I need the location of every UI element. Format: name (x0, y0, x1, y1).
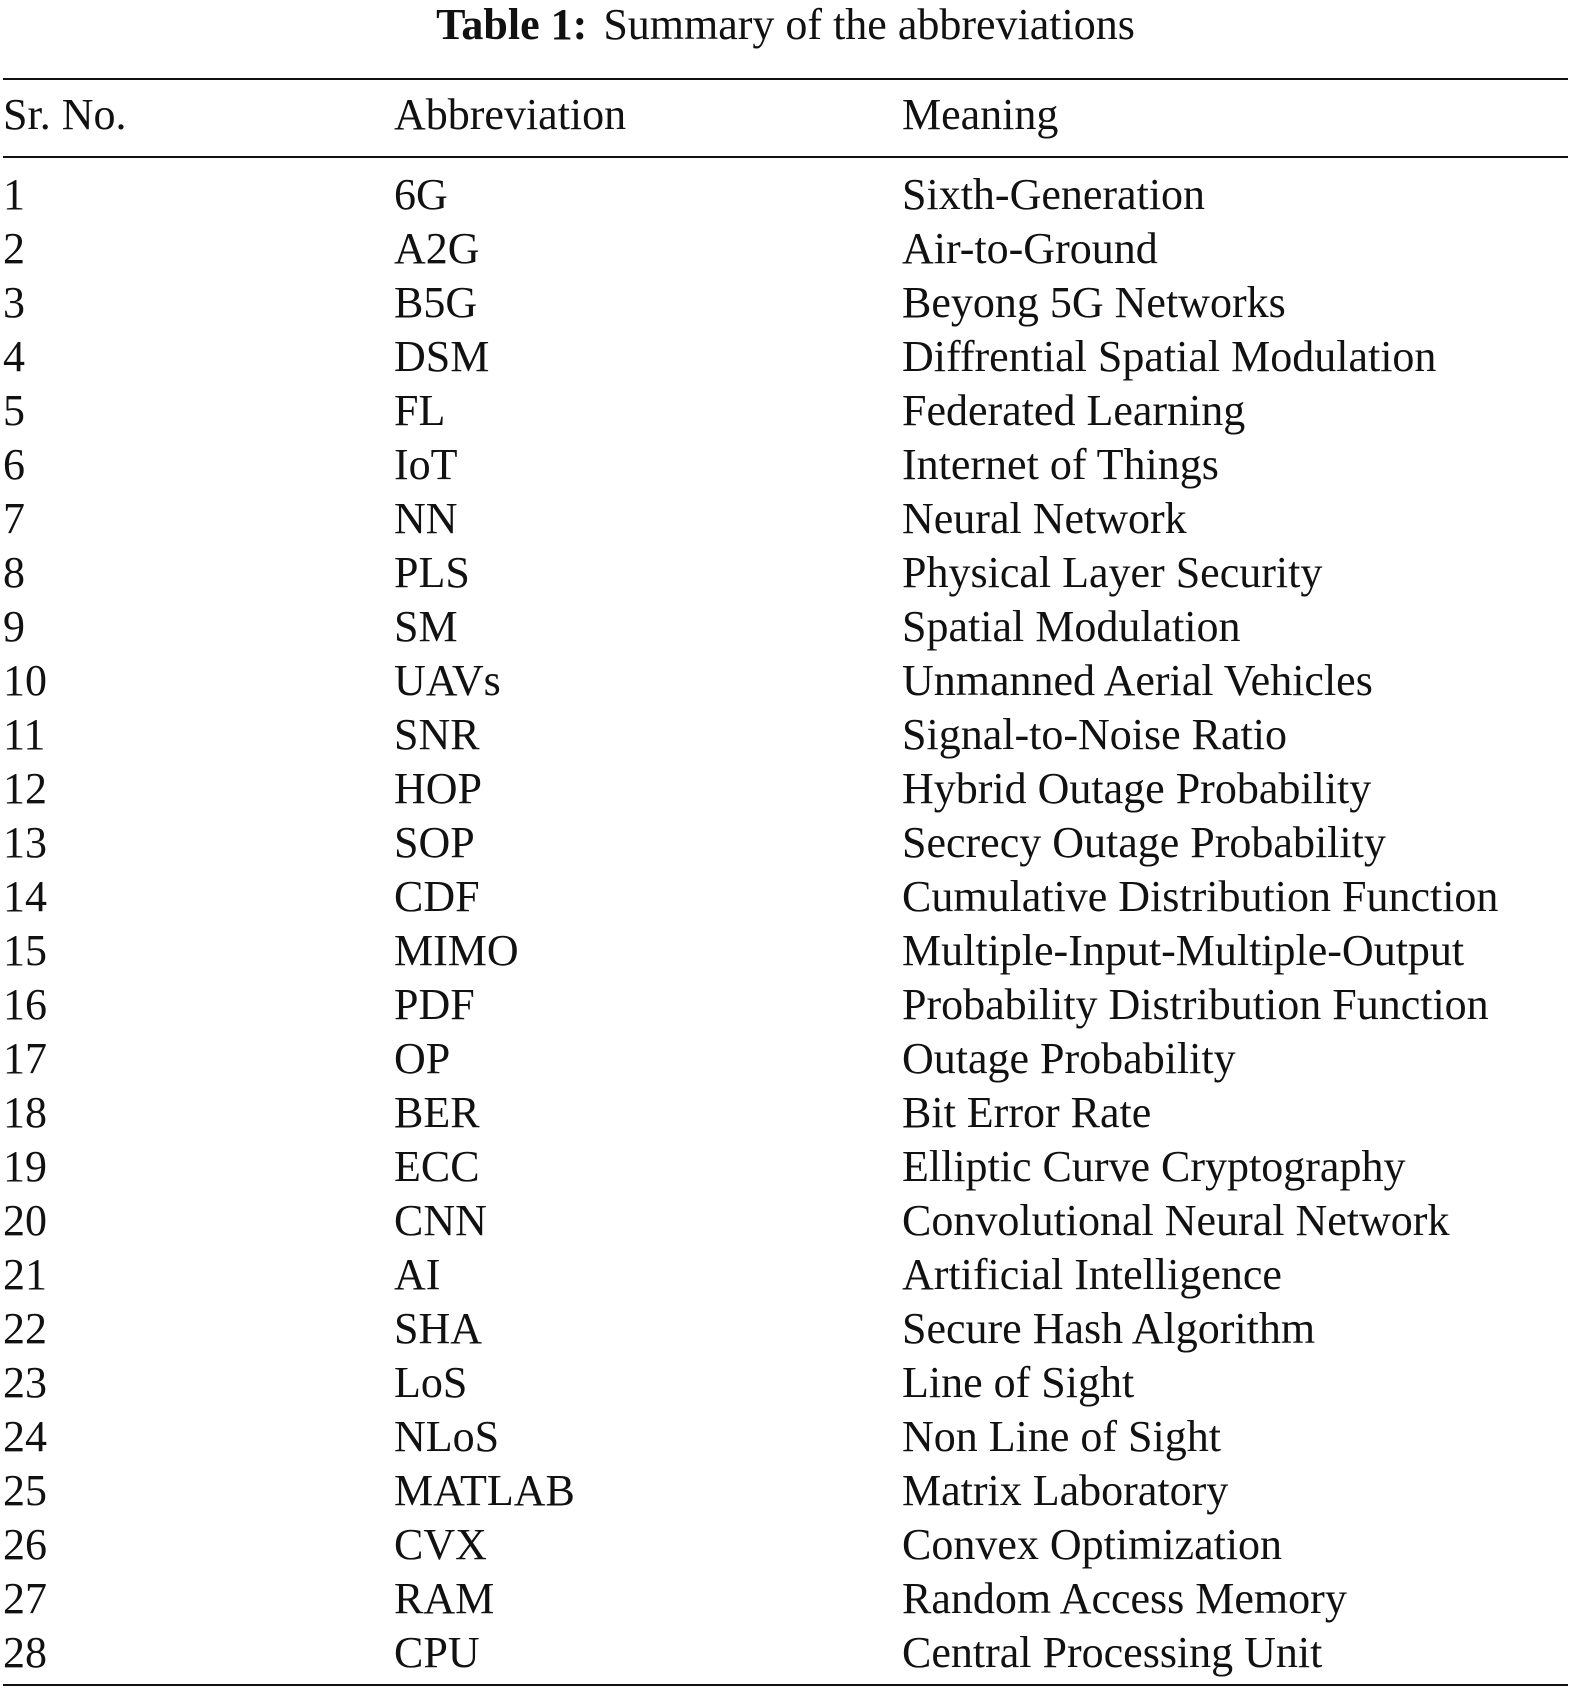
table-header-row (3, 80, 1568, 156)
cell-sr-no: 20 (3, 1196, 47, 1245)
cell-sr-no: 28 (3, 1628, 47, 1677)
cell-sr-no: 22 (3, 1304, 47, 1353)
table-row (3, 1464, 1568, 1518)
cell-meaning: Sixth-Generation (902, 170, 1206, 219)
header-abbreviation: Abbreviation (394, 90, 627, 139)
table-caption-label: Table 1: (436, 0, 588, 49)
table-row (3, 1140, 1568, 1194)
cell-sr-no: 7 (3, 494, 25, 543)
cell-meaning: Elliptic Curve Cryptography (902, 1142, 1406, 1191)
cell-abbreviation: MATLAB (394, 1466, 575, 1515)
table-row (3, 870, 1568, 924)
cell-meaning: Probability Distribution Function (902, 980, 1489, 1029)
cell-meaning: Multiple-Input-Multiple-Output (902, 926, 1465, 975)
table-row (3, 978, 1568, 1032)
cell-sr-no: 21 (3, 1250, 47, 1299)
cell-sr-no: 14 (3, 872, 47, 921)
cell-sr-no: 11 (3, 710, 46, 759)
cell-abbreviation: AI (394, 1250, 441, 1299)
cell-meaning: Secure Hash Algorithm (902, 1304, 1316, 1353)
cell-sr-no: 2 (3, 224, 25, 273)
table-row (3, 1626, 1568, 1680)
cell-meaning: Internet of Things (902, 440, 1219, 489)
cell-sr-no: 10 (3, 656, 47, 705)
table-row (3, 492, 1568, 546)
cell-abbreviation: PDF (394, 980, 475, 1029)
cell-abbreviation: OP (394, 1034, 451, 1083)
cell-abbreviation: UAVs (394, 656, 501, 705)
cell-sr-no: 23 (3, 1358, 47, 1407)
cell-meaning: Hybrid Outage Probability (902, 764, 1372, 813)
cell-abbreviation: MIMO (394, 926, 519, 975)
table-row (3, 762, 1568, 816)
cell-sr-no: 13 (3, 818, 47, 867)
cell-meaning: Federated Learning (902, 386, 1246, 435)
cell-sr-no: 16 (3, 980, 47, 1029)
cell-abbreviation: IoT (394, 440, 458, 489)
cell-sr-no: 3 (3, 278, 25, 327)
table-row (3, 1356, 1568, 1410)
cell-meaning: Convex Optimization (902, 1520, 1283, 1569)
table-row (3, 1518, 1568, 1572)
cell-abbreviation: NLoS (394, 1412, 500, 1461)
cell-meaning: Signal-to-Noise Ratio (902, 710, 1287, 759)
cell-meaning: Outage Probability (902, 1034, 1236, 1083)
cell-abbreviation: SOP (394, 818, 475, 867)
cell-sr-no: 26 (3, 1520, 47, 1569)
cell-abbreviation: CPU (394, 1628, 480, 1677)
cell-abbreviation: ECC (394, 1142, 480, 1191)
header-sr-no: Sr. No. (3, 90, 127, 139)
table-caption-title: Summary of the abbreviations (603, 0, 1135, 49)
cell-abbreviation: PLS (394, 548, 470, 597)
table-row (3, 1302, 1568, 1356)
table-caption (0, 0, 1571, 50)
abbreviations-table (3, 78, 1568, 1686)
cell-sr-no: 15 (3, 926, 47, 975)
cell-abbreviation: CNN (394, 1196, 487, 1245)
table-row (3, 546, 1568, 600)
table-row (3, 816, 1568, 870)
cell-meaning: Matrix Laboratory (902, 1466, 1229, 1515)
table-row (3, 708, 1568, 762)
cell-meaning: Air-to-Ground (902, 224, 1158, 273)
table-row (3, 1410, 1568, 1464)
cell-sr-no: 12 (3, 764, 47, 813)
cell-abbreviation: BER (394, 1088, 480, 1137)
table-row (3, 276, 1568, 330)
table-row (3, 1086, 1568, 1140)
bottom-rule (3, 1684, 1568, 1686)
cell-meaning: Neural Network (902, 494, 1187, 543)
cell-sr-no: 27 (3, 1574, 47, 1623)
table-row (3, 384, 1568, 438)
cell-abbreviation: LoS (394, 1358, 468, 1407)
cell-abbreviation: FL (394, 386, 446, 435)
table-row (3, 654, 1568, 708)
cell-meaning: Non Line of Sight (902, 1412, 1221, 1461)
cell-meaning: Physical Layer Security (902, 548, 1323, 597)
cell-meaning: Central Processing Unit (902, 1628, 1323, 1677)
cell-meaning: Diffrential Spatial Modulation (902, 332, 1437, 381)
table-row (3, 600, 1568, 654)
cell-meaning: Unmanned Aerial Vehicles (902, 656, 1373, 705)
cell-meaning: Beyong 5G Networks (902, 278, 1286, 327)
cell-meaning: Artificial Intelligence (902, 1250, 1282, 1299)
cell-abbreviation: RAM (394, 1574, 495, 1623)
table-row (3, 222, 1568, 276)
cell-abbreviation: SM (394, 602, 458, 651)
header-meaning: Meaning (902, 90, 1059, 139)
cell-sr-no: 18 (3, 1088, 47, 1137)
cell-sr-no: 24 (3, 1412, 47, 1461)
table-row (3, 438, 1568, 492)
cell-abbreviation: NN (394, 494, 458, 543)
cell-sr-no: 25 (3, 1466, 47, 1515)
table-row (3, 1194, 1568, 1248)
cell-abbreviation: SNR (394, 710, 480, 759)
cell-sr-no: 1 (3, 170, 25, 219)
cell-abbreviation: B5G (394, 278, 478, 327)
table-body (3, 168, 1568, 1680)
cell-abbreviation: A2G (394, 224, 480, 273)
cell-sr-no: 4 (3, 332, 25, 381)
cell-abbreviation: HOP (394, 764, 483, 813)
cell-sr-no: 9 (3, 602, 25, 651)
cell-meaning: Convolutional Neural Network (902, 1196, 1450, 1245)
table-row (3, 1572, 1568, 1626)
cell-sr-no: 5 (3, 386, 25, 435)
cell-abbreviation: 6G (394, 170, 448, 219)
cell-meaning: Random Access Memory (902, 1574, 1347, 1623)
cell-abbreviation: CDF (394, 872, 480, 921)
cell-sr-no: 17 (3, 1034, 47, 1083)
cell-abbreviation: DSM (394, 332, 490, 381)
table-row (3, 1248, 1568, 1302)
cell-sr-no: 6 (3, 440, 25, 489)
cell-meaning: Line of Sight (902, 1358, 1135, 1407)
table-row (3, 1032, 1568, 1086)
cell-meaning: Secrecy Outage Probability (902, 818, 1386, 867)
cell-sr-no: 8 (3, 548, 25, 597)
cell-meaning: Spatial Modulation (902, 602, 1241, 651)
cell-meaning: Cumulative Distribution Function (902, 872, 1499, 921)
cell-meaning: Bit Error Rate (902, 1088, 1152, 1137)
cell-sr-no: 19 (3, 1142, 47, 1191)
cell-abbreviation: SHA (394, 1304, 483, 1353)
cell-abbreviation: CVX (394, 1520, 487, 1569)
table-row (3, 330, 1568, 384)
table-row (3, 924, 1568, 978)
table-row (3, 168, 1568, 222)
